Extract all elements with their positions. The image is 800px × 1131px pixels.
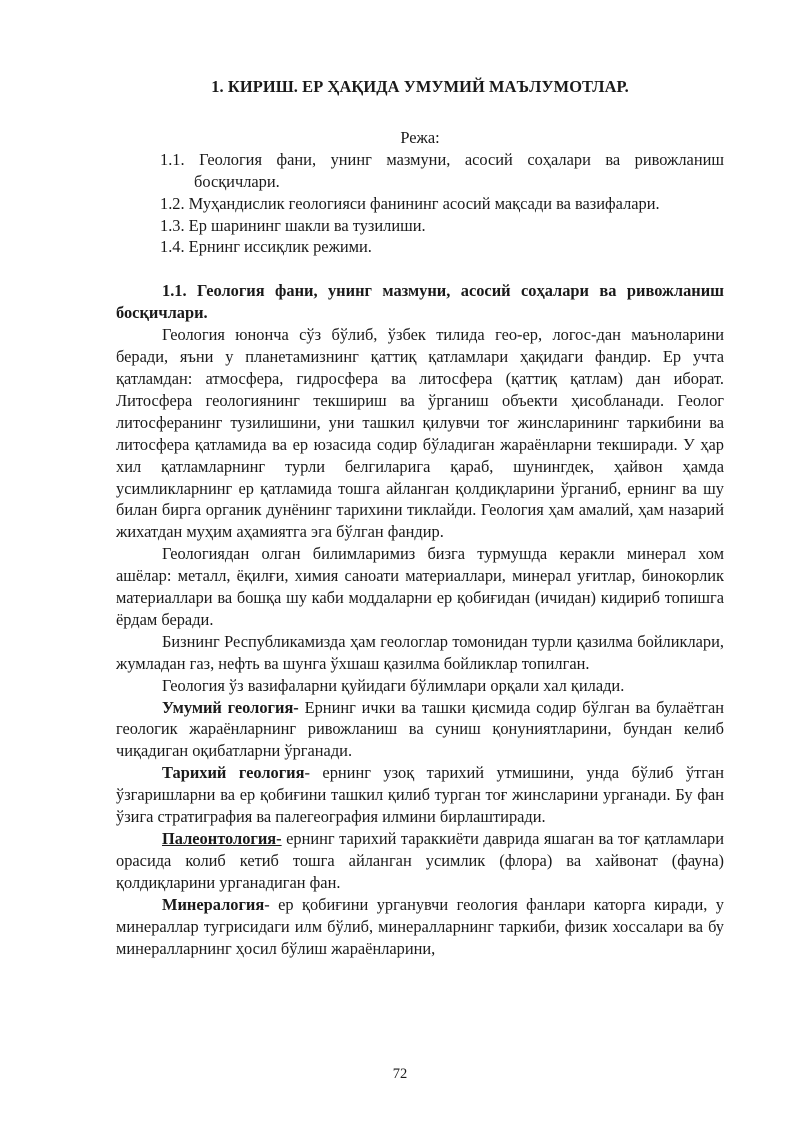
- section-heading: 1.1. Геология фани, унинг мазмуни, асосий соҳалари ва ривожланиш босқичлари.: [116, 281, 724, 323]
- term-general-geology: Умумий геология-: [162, 697, 299, 717]
- paragraph-paleontology: [116, 828, 724, 894]
- term-historical-geology: Тарихий геология: [162, 763, 305, 783]
- plan-item: 1.2. Муҳандислик геологияси фанининг асосий мақсади ва вазифалари.: [160, 193, 660, 213]
- plan-item: 1.1. Геология фани, унинг мазмуни, асосий соҳалари ва ривожланиш босқичлари.: [160, 149, 724, 191]
- definition-text: - ер қобиғини урганувчи геология фанлари каторга киради, у минераллар тугрисидаги илм бўлиб, минералларнинг таркиби, физик хоссалари ва бу минералларнинг ҳосил бўлиш жараёнларини,: [116, 894, 724, 958]
- chapter-title: 1. КИРИШ. ЕР ҲАҚИДА УМУМИЙ МАЪЛУМОТЛАР.: [211, 77, 629, 96]
- page-number: 72: [392, 1066, 408, 1082]
- document-page: [116, 70, 724, 959]
- plan-label: Режа:: [400, 127, 440, 147]
- paragraph-branches: Геология ўз вазифаларни қуйидаги бўлимлари орқали хал қилади.: [162, 675, 625, 695]
- plan-item: 1.4. Ернинг иссиқлик режими.: [160, 237, 372, 257]
- plan-item: 1.3. Ер шарининг шакли ва тузилиши.: [160, 215, 426, 235]
- definition-text: Ернинг ички ва ташки қисмида содир бўлган ва булаётган геологик жараёнларнинг ривожланиш ва суниш қонуниятларини, бундан келиб чиқадиган оқибатларни ўрганади.: [116, 697, 725, 761]
- plan-list: [116, 149, 724, 259]
- paragraph-republic: Бизнинг Республикамизда ҳам геологлар томонидан турли қазилма бойликлари, жумладан газ, нефть ва шунга ўхшаш қазилма бойликлар топилган.: [116, 631, 724, 673]
- paragraph-historical-geology: [116, 762, 724, 828]
- paragraph-minerals: Геологиядан олган билимларимиз бизга турмушда керакли минерал хом ашёлар: металл, ёқилғи, химия саноати материаллари, минерал уғитлар, бинокорлик материаллари ва бошқа шу каби моддаларни ер қобиғидан (ичидан) кидириб топишга ёрдам беради.: [116, 544, 724, 629]
- paragraph-general-geology: [116, 697, 724, 763]
- term-mineralogy: Минералогия: [162, 894, 265, 914]
- definition-text: ернинг тарихий тараккиёти даврида яшаган ва тоғ қатламлари орасида колиб кетиб тошга айланган усимлик (флора) ва хайвонат (фауна) қолдиқларини урганадиган фан.: [116, 829, 724, 892]
- definition-text: - ернинг узоқ тарихий утмишини, унда бўлиб ўтган ўзгаришларни ва ер қобиғини ташкил қилиб турган тоғ жинсларини урганади. Бу фан ўзига стратиграфия ва палегеография илмини бирлаштиради.: [116, 763, 724, 827]
- paragraph-geology-intro: Геология юнонча сўз бўлиб, ўзбек тилида гео-ер, логос-дан маъноларини беради, яъни у планетамизнинг қаттиқ қатламлари ҳақидаги фандир. Ер учта қатламдан: атмосфера, гидросфера ва литосфера (қаттиқ қатлам) дан иборат. Литосфера геологиянинг текшириш ва ўрганиш объекти ҳисобланади. Геолог литосферанинг тузилишини, уни ташкил қилувчи тоғ жинсларининг таркибини ва литосфера қатламида ва ер юзасида содир бўладиган жараёнларни текширади. У ҳар хил қатламларнинг турли белгиларига қараб, шунингдек, ҳайвон ҳамда усимликларнинг ер қатламида тошга айланган қолдиқларини ўрганиб, ернинг ва шу билан бирга органик дунёнинг тарихини тиклайди. Геология ҳам амалий, ҳам назарий жихатдан муҳим аҳамиятга эга бўлган фандир.: [116, 325, 724, 542]
- term-paleontology: Палеонтология-: [162, 829, 282, 848]
- paragraph-mineralogy: [116, 894, 724, 960]
